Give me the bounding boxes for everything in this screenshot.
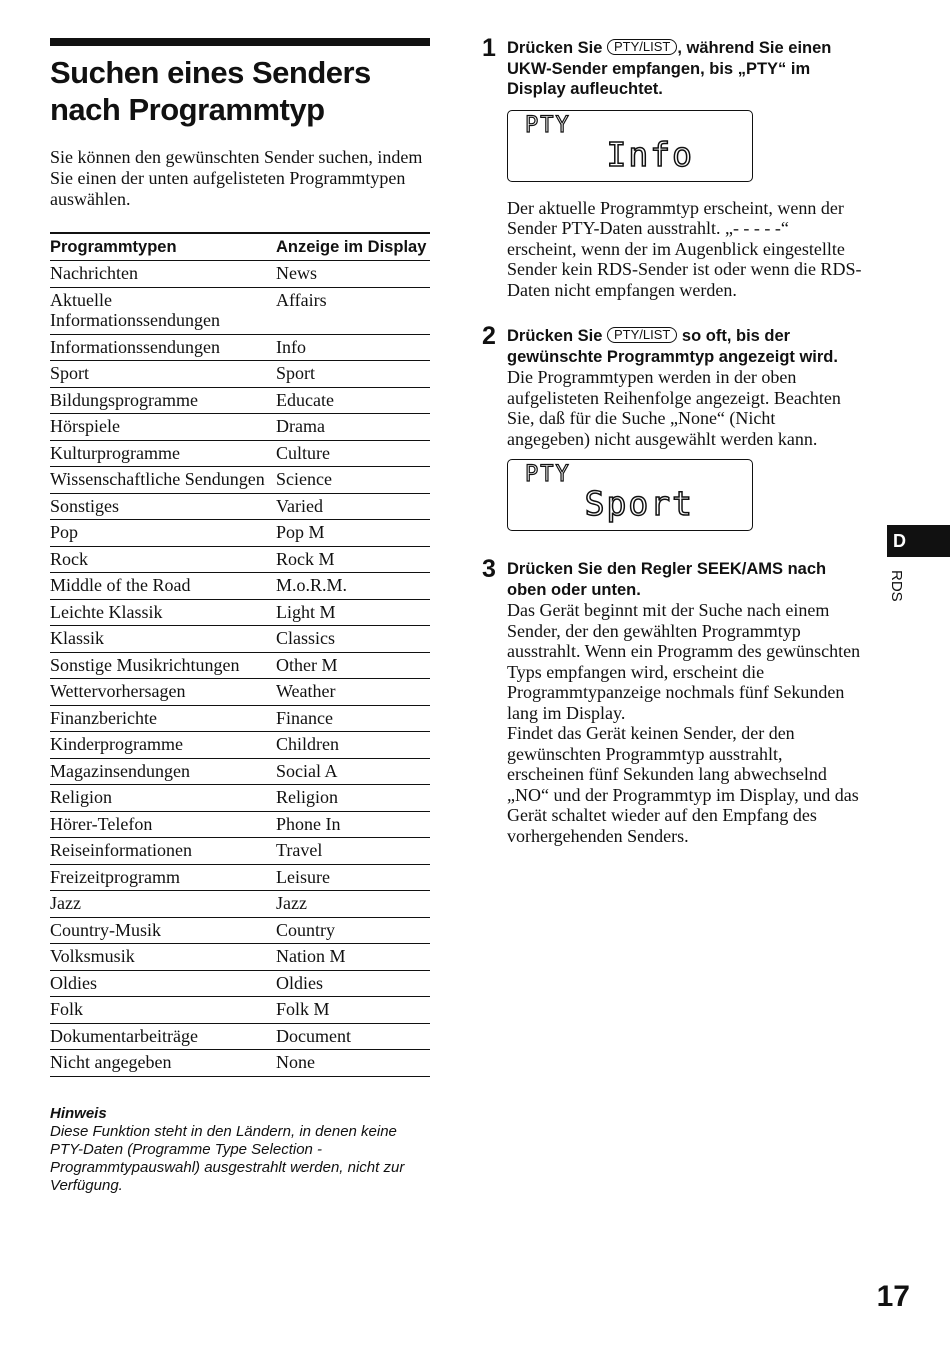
display-cell: Science [276,469,332,489]
table-row [50,864,430,891]
step-heading [507,326,862,367]
table-row [50,414,430,441]
program-type-cell: Sonstiges [50,495,120,516]
program-type-cell: Bildungsprogramme [50,389,198,410]
table-row [50,838,430,865]
title-rule [50,38,430,46]
table-row [50,440,430,467]
display-cell: Culture [276,442,330,463]
left-column [50,38,430,1195]
display-cell: Phone In [276,813,341,834]
program-type-cell: Kulturprogramme [50,442,180,463]
program-type-cell: Aktuelle Informationssendungen [50,289,220,330]
display-cell: Social A [276,760,338,781]
display-cell: Document [276,1025,351,1046]
display-cell: Sport [276,363,316,383]
display-cell: Country [276,919,336,940]
program-type-cell: Leichte Klassik [50,601,163,622]
display-cell: Rock M [276,548,335,569]
program-type-cell: Reiseinformationen [50,840,192,860]
table-row [50,573,430,600]
step-heading-post: , während Sie einen UKW-Sender empfangen, bis „PTY“ im Display aufleuchtet. [507,39,832,98]
display-cell: Nation M [276,946,346,966]
intro-text: Sie können den gewünschten Sender suchen, indem Sie einen der unten aufgelisteten Programmtypen auswählen. [50,147,423,209]
step-heading [507,38,862,100]
table-header-row [50,233,430,261]
table-row [50,334,430,361]
step-body: Die Programmtypen werden in der oben aufgelisteten Reihenfolge angezeigt. Beachten Sie, daß für die Suche „None“ (Nicht angegeben) nicht ausgewählt werden kann. [507,367,841,449]
step-heading-pre: Drücken Sie [507,39,603,57]
display-cell: Oldies [276,972,323,993]
table-row [50,917,430,944]
program-type-cell: Kinderprogramme [50,734,183,754]
step-number: 2 [482,322,496,350]
table-row [50,361,430,388]
step-number: 1 [482,34,496,62]
table-row [50,997,430,1024]
lcd-display-info [507,110,753,182]
step-body: Das Gerät beginnt mit der Suche nach einem Sender, der den gewählten Programmtyp ausstrahlt. Wenn ein Programm des gewünschten Typs empfangen wird, erscheint die Programmtypanzeige nochmals fünf Sekunden lang im Display. [507,600,861,723]
table-row [50,705,430,732]
program-type-cell: Nicht angegeben [50,1052,172,1072]
program-type-cell: Volksmusik [50,946,135,966]
program-type-cell: Middle of the Road [50,575,191,595]
display-cell: Affairs [276,289,327,310]
section-label: RDS [888,570,905,602]
program-type-cell: Pop [50,522,79,542]
table-row [50,944,430,971]
table-row [50,1023,430,1050]
program-type-cell: Sonstige Musikrichtungen [50,654,240,675]
display-cell: M.o.R.M. [276,575,348,595]
page-number: 17 [876,1280,910,1313]
step-body-2: Findet das Gerät keinen Sender, der den gewünschten Programmtyp ausstrahlt, erscheinen fünf Sekunden lang abwechselnd „NO“ und der Programmtyp im Display, und das Gerät schaltet wieder auf den Empfang des vorhergehenden Senders. [507,723,859,846]
step-3 [482,555,862,846]
program-type-cell: Hörspiele [50,416,120,436]
table-row [50,970,430,997]
table-row [50,652,430,679]
table-row [50,467,430,494]
display-cell: Pop M [276,522,325,542]
program-type-cell: Klassik [50,628,104,648]
section-tab: D [887,525,950,557]
display-cell: Varied [276,495,323,516]
display-cell: Weather [276,681,336,701]
display-cell: Children [276,734,339,754]
table-row [50,599,430,626]
program-type-table [50,232,430,1077]
table-row [50,1050,430,1077]
display-cell: Travel [276,840,323,860]
step-2 [482,322,862,531]
table-row [50,758,430,785]
program-type-cell: Nachrichten [50,263,138,283]
step-number: 3 [482,555,496,583]
program-type-cell: Jazz [50,893,81,913]
program-type-cell: Sport [50,363,90,383]
right-column [482,34,862,846]
program-type-cell: Religion [50,787,112,807]
program-type-cell: Wissenschaftliche Sendungen [50,469,265,489]
lcd-display-sport [507,459,753,531]
program-type-cell: Wettervorhersagen [50,681,186,701]
display-cell: Finance [276,707,333,728]
table-row [50,287,430,334]
program-type-cell: Folk [50,999,84,1019]
display-cell: Light M [276,601,336,622]
table-row [50,891,430,918]
display-cell: Other M [276,654,338,675]
note [50,1105,430,1195]
table-row [50,261,430,288]
program-type-cell: Magazinsendungen [50,760,190,781]
table-row [50,626,430,653]
display-cell: Jazz [276,893,307,913]
program-type-cell: Dokumentarbeiträge [50,1025,198,1046]
program-type-cell: Country-Musik [50,919,162,940]
table-row [50,520,430,547]
step-heading-post: so oft, bis der gewünschte Programmtyp angezeigt wird. [507,327,838,366]
display-cell: Educate [276,389,334,410]
program-type-cell: Finanzberichte [50,707,157,728]
table-row [50,785,430,812]
display-cell: Drama [276,416,325,436]
table-row [50,679,430,706]
display-cell: None [276,1052,315,1072]
header-program-types: Programmtypen [50,238,177,256]
program-type-cell: Oldies [50,972,97,993]
note-title: Hinweis [50,1104,107,1122]
program-type-cell: Informationssendungen [50,336,220,357]
display-cell: Leisure [276,866,330,887]
note-text: Diese Funktion steht in den Ländern, in denen keine PTY-Daten (Programme Type Selection - Programmtypauswahl) ausgestrahlt werden, nicht zur Verfügung. [50,1122,405,1194]
pty-list-key: PTY/LIST [607,39,677,55]
program-type-cell: Rock [50,548,88,569]
display-cell: Folk M [276,999,330,1019]
header-display: Anzeige im Display [276,238,427,256]
display-cell: Religion [276,787,338,807]
step-heading: Drücken Sie den Regler SEEK/AMS nach oben oder unten. [507,560,827,599]
lcd-line-1: PTY [525,112,571,138]
lcd-line-1: PTY [525,462,571,487]
program-type-cell: Freizeitprogramm [50,866,180,887]
page-title: Suchen eines Senders nach Programmtyp [50,55,371,127]
display-cell: Info [276,336,306,357]
lcd-line-2: Info [606,134,694,174]
table-row [50,387,430,414]
lcd-line-2: Sport [584,484,694,523]
program-type-cell: Hörer-Telefon [50,813,153,834]
display-cell: News [276,263,317,283]
table-row [50,811,430,838]
table-row [50,732,430,759]
step-1 [482,34,862,300]
table-body [50,261,430,1077]
table-row [50,546,430,573]
step-body: Der aktuelle Programmtyp erscheint, wenn der Sender PTY-Daten ausstrahlt. „- - - - -“ erscheint, wenn der im Augenblick eingestellte Sender kein RDS-Sender ist oder wenn die RDS-Daten nicht empfangen werden. [507,197,862,300]
pty-list-key: PTY/LIST [607,327,677,343]
table-row [50,493,430,520]
step-heading-pre: Drücken Sie [507,327,603,345]
display-cell: Classics [276,628,336,648]
